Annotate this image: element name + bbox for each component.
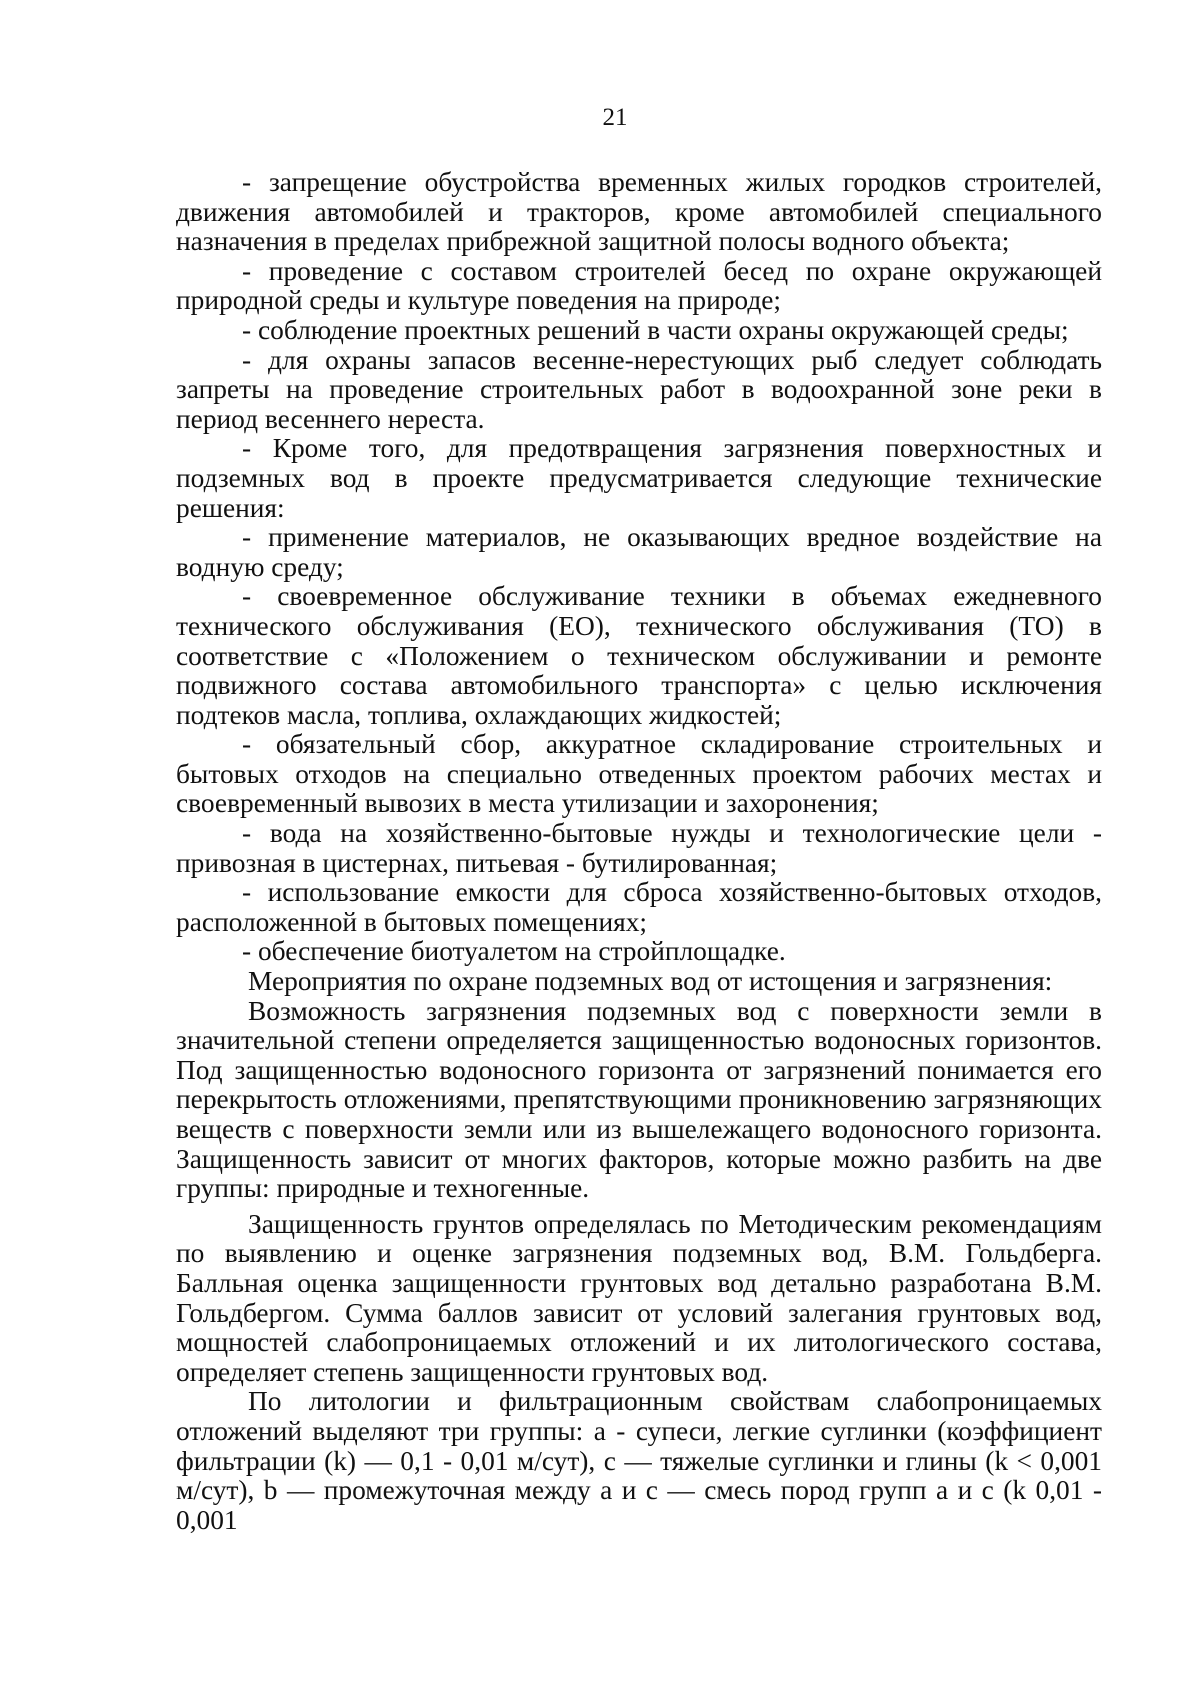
- body-text: [176, 168, 1102, 1535]
- list-item: - проведение с составом строителей бесед по охране окружающей природной среды и культуре поведения на природе;: [176, 255, 1102, 316]
- list-item: - запрещение обустройства временных жилых городков строителей, движения автомобилей и тракторов, кроме автомобилей специального назначения в пределах прибрежной защитной полосы водного объекта;: [176, 167, 1102, 257]
- list-item: - обеспечение биотуалетом на стройплощадке.: [242, 936, 786, 967]
- list-item: - Кроме того, для предотвращения загрязнения поверхностных и подземных вод в проекте предусматривается следующие технические решения:: [176, 433, 1102, 523]
- list-item: - использование емкости для сброса хозяйственно-бытовых отходов, расположенной в бытовых помещениях;: [176, 877, 1102, 937]
- list-item: - обязательный сбор, аккуратное складирование строительных и бытовых отходов на специально отведенных проектом рабочих местах и своевременный вывозих в места утилизации и захоронения;: [176, 729, 1102, 819]
- paragraph: По литологии и фильтрационным свойствам слабопроницаемых отложений выделяют три группы: а - супеси, легкие суглинки (коэффициент фильтрации (k) — 0,1 - 0,01 м/сут), с — тяжелые суглинки и глины (k < 0,001 м/сут), b — промежуточная между а и с — смесь пород групп а и с (k 0,01 - 0,001: [176, 1386, 1102, 1535]
- list-item: - соблюдение проектных решений в части охраны окружающей среды;: [242, 314, 1069, 345]
- page-number: 21: [602, 104, 628, 131]
- paragraph: Возможность загрязнения подземных вод с поверхности земли в значительной степени определяется защищенностью водоносных горизонтов. Под защищенностью водоносного горизонта от загрязнений понимается его перекрытость отложениями, препятствующими проникновению загрязняющих веществ с поверхности земли или из вышележащего водоносного горизонта. Защищенность зависит от многих факторов, которые можно разбить на две группы: природные и техногенные.: [176, 995, 1102, 1204]
- list-item: - для охраны запасов весенне-нерестующих рыб следует соблюдать запреты на проведение строительных работ в водоохранной зоне реки в период весеннего нереста.: [176, 344, 1102, 434]
- list-item: - применение материалов, не оказывающих вредное воздействие на водную среду;: [176, 522, 1102, 582]
- section-heading: Мероприятия по охране подземных вод от истощения и загрязнения:: [248, 966, 1053, 997]
- paragraph: Защищенность грунтов определялась по Методическим рекомендациям по выявлению и оценке загрязнения подземных вод, В.М. Гольдберга. Балльная оценка защищенности грунтовых вод детально разработана В.М. Гольдбергом. Сумма баллов зависит от условий залегания грунтовых вод, мощностей слабопроницаемых отложений и их литологического состава, определяет степень защищенности грунтовых вод.: [176, 1208, 1102, 1387]
- list-item: - своевременное обслуживание техники в объемах ежедневного технического обслуживания (ЕО), технического обслуживания (ТО) в соответствие с «Положением о техническом обслуживании и ремонте подвижного состава автомобильного транспорта» с целью исключения подтеков масла, топлива, охлаждающих жидкостей;: [176, 581, 1102, 730]
- list-item: - вода на хозяйственно-бытовые нужды и технологические цели - привозная в цистернах, питьевая - бутилированная;: [176, 818, 1102, 878]
